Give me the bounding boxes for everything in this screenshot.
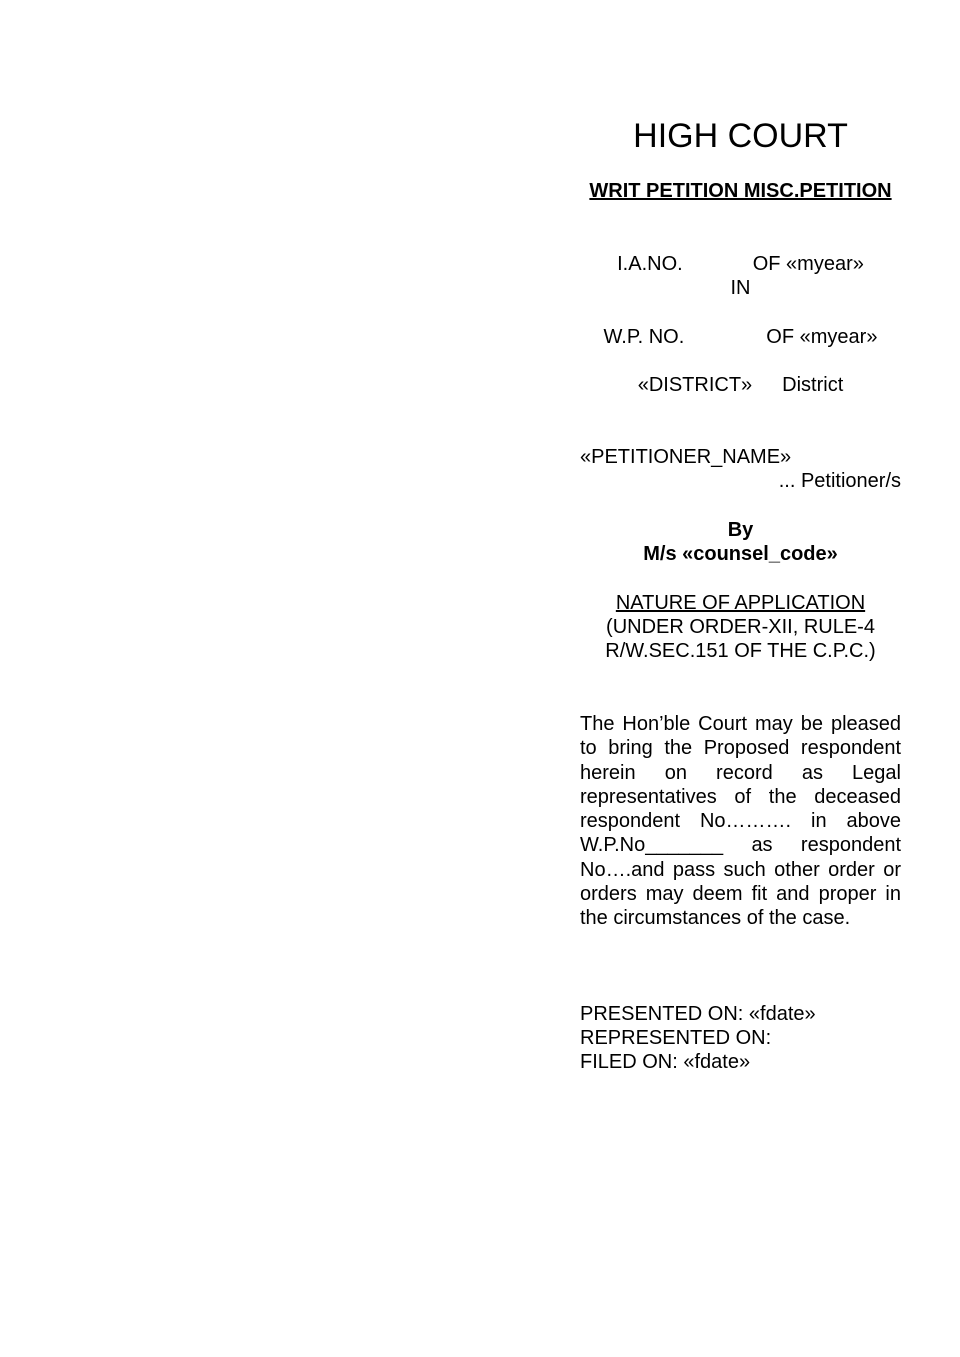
wp-year-field: OF «myear» <box>766 326 878 348</box>
counsel-name: M/s «counsel_code» <box>643 543 838 565</box>
filing-dates <box>580 1002 901 1074</box>
district-field: «DISTRICT» <box>637 374 753 396</box>
prayer-paragraph: The Hon’ble Court may be pleased to bring the Proposed respondent herein on record as Legal representatives of the deceased respondent No………. in above W.P.No_______ as respondent No….and pass such other order or orders may deem fit and proper in the circumstances of the case. <box>580 713 901 930</box>
petition-type-heading: WRIT PETITION MISC.PETITION <box>589 180 892 202</box>
presented-on: PRESENTED ON: «fdate» <box>580 1003 816 1025</box>
by-label: By <box>727 519 754 541</box>
district-label: District <box>782 374 844 396</box>
nature-section-line: R/W.SEC.151 OF THE C.P.C.) <box>605 640 876 662</box>
ia-number-label: I.A.NO. <box>617 253 683 275</box>
nature-rule-line: (UNDER ORDER-XII, RULE-4 <box>606 616 875 638</box>
wp-number-line <box>580 325 901 349</box>
district-line <box>580 373 901 397</box>
court-title: HIGH COURT <box>633 117 848 155</box>
ia-year-field: OF «myear» <box>752 253 864 275</box>
represented-on: REPRESENTED ON: <box>580 1027 772 1049</box>
petitioner-name: «PETITIONER_NAME» <box>580 446 792 468</box>
ia-number-line <box>580 252 901 276</box>
in-label: IN <box>730 277 751 299</box>
wp-number-label: W.P. NO. <box>603 326 685 348</box>
filed-on: FILED ON: «fdate» <box>580 1051 751 1073</box>
nature-of-application-heading: NATURE OF APPLICATION <box>615 592 866 614</box>
petitioner-role: ... Petitioner/s <box>778 470 901 492</box>
